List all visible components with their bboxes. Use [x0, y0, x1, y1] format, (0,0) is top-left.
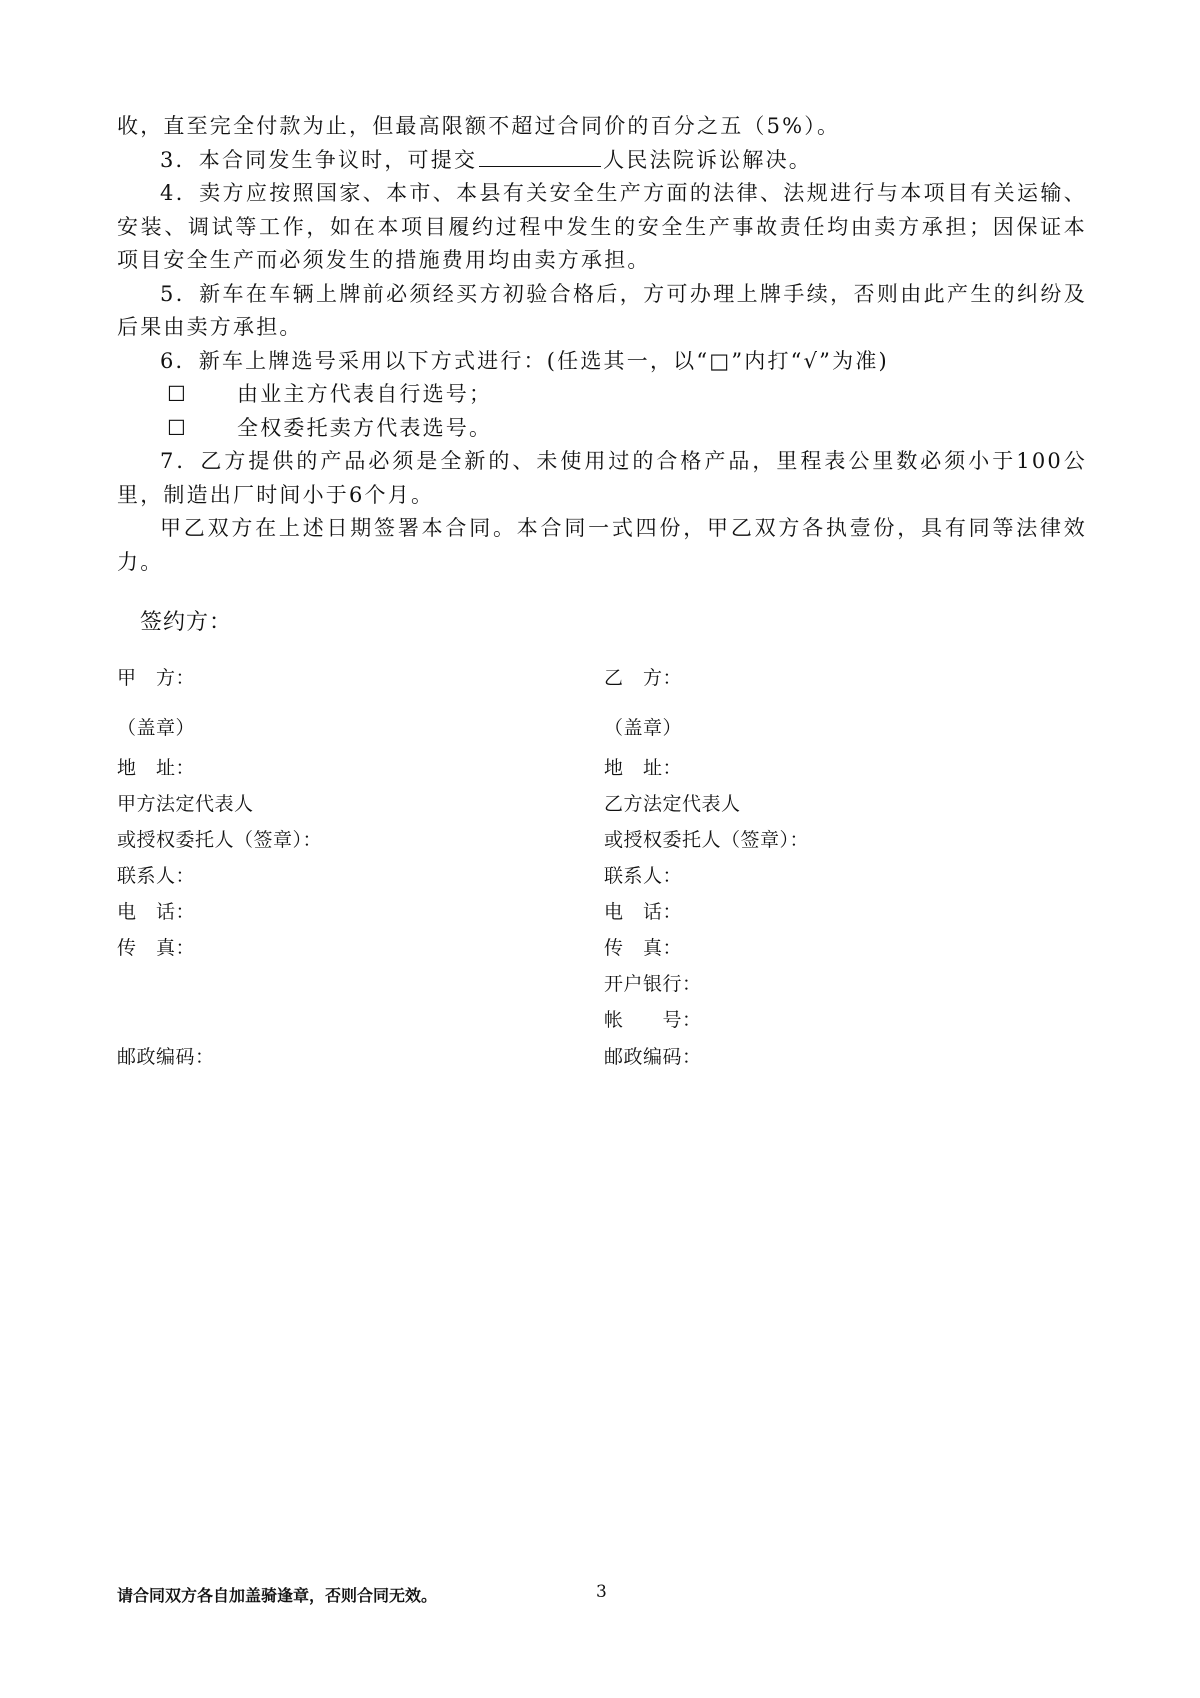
party-a-address: 地 址： [117, 757, 196, 779]
party-b-name: 乙 方： [604, 667, 683, 689]
paragraph-inspection: 5．新车在车辆上牌前必须经买方初验合格后，方可办理上牌手续，否则由此产生的纠纷及后果由卖方承担。 [117, 281, 1087, 339]
paragraph-dispute [117, 144, 1087, 178]
party-b-rep-line2: 或授权委托人（签章）： [604, 829, 810, 851]
party-a-seal: （盖章） [117, 717, 196, 739]
party-b-rep-line1: 乙方法定代表人 [604, 793, 741, 815]
contract-body [117, 110, 1087, 579]
option-seller-select [117, 412, 1087, 446]
dispute-text-before: 3．本合同发生争议时，可提交 [160, 147, 478, 172]
party-a-phone: 电 话： [117, 901, 196, 923]
party-a-contact: 联系人： [117, 865, 196, 887]
page-number: 3 [596, 1582, 607, 1602]
party-a-name: 甲 方： [117, 667, 196, 689]
party-a-rep-line2: 或授权委托人（签章）： [117, 829, 323, 851]
option-seller-label: 全权委托卖方代表选号。 [237, 415, 493, 440]
party-b-bank: 开户银行： [604, 973, 702, 995]
paragraph-plate-selection: 6．新车上牌选号采用以下方式进行：(任选其一，以“□”内打“√”为准) [160, 348, 889, 373]
party-a-rep-line1: 甲方法定代表人 [117, 793, 254, 815]
party-a-fax: 传 真： [117, 937, 196, 959]
party-b-contact: 联系人： [604, 865, 683, 887]
option-owner-label: 由业主方代表自行选号； [237, 382, 493, 406]
party-b-fax: 传 真： [604, 937, 683, 959]
paragraph-payment-cont: 收，直至完全付款为止，但最高限额不超过合同价的百分之五（5%）。 [117, 114, 841, 138]
paragraph-signing-copies: 甲乙双方在上述日期签署本合同。本合同一式四份，甲乙双方各执壹份，具有同等法律效力。 [117, 516, 1087, 574]
paragraph-product-new: 7．乙方提供的产品必须是全新的、未使用过的合格产品，里程表公里数必须小于100公里，制造出厂时间小于6个月。 [117, 449, 1087, 507]
party-b-seal: （盖章） [604, 717, 683, 739]
party-b-postcode: 邮政编码： [604, 1046, 702, 1068]
party-b-account: 帐 号： [604, 1009, 702, 1031]
option-seller-checkbox[interactable]: ☐ [167, 415, 189, 440]
option-owner-select [117, 378, 1087, 412]
paragraph-safety: 4．卖方应按照国家、本市、本县有关安全生产方面的法律、法规进行与本项目有关运输、安装、调试等工作，如在本项目履约过程中发生的安全生产事故责任均由卖方承担；因保证本项目安全生产而必须发生的措施费用均由卖方承担。 [117, 181, 1087, 272]
court-blank-field[interactable] [479, 146, 601, 167]
option-owner-checkbox[interactable]: ☐ [167, 382, 189, 406]
dispute-text-after: 人民法院诉讼解决。 [603, 147, 812, 172]
party-a-postcode: 邮政编码： [117, 1046, 215, 1068]
footer-note: 请合同双方各自加盖骑逢章，否则合同无效。 [117, 1586, 438, 1605]
signing-heading: 签约方： [140, 610, 233, 635]
party-b-phone: 电 话： [604, 901, 683, 923]
party-b-address: 地 址： [604, 757, 683, 779]
